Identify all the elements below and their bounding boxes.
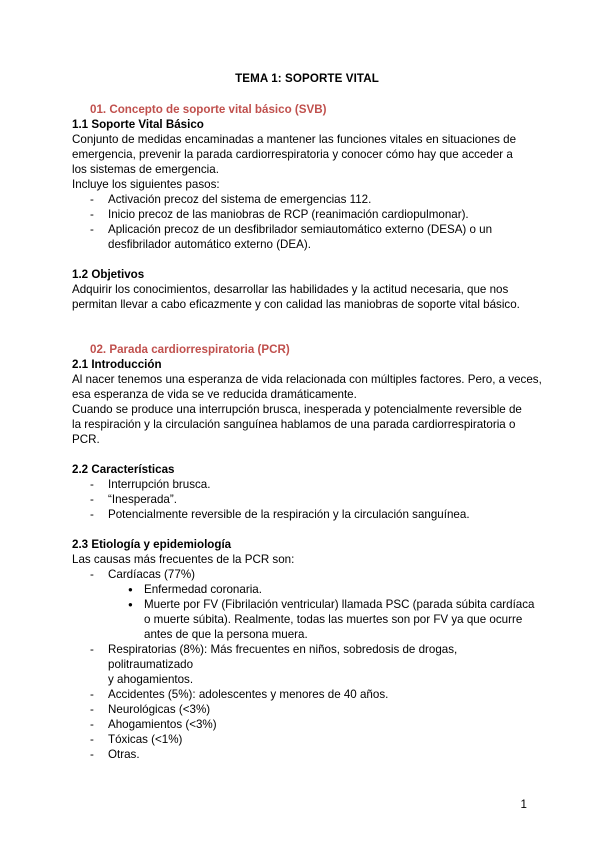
paragraph-line: los sistemas de emergencia. bbox=[72, 163, 219, 176]
paragraph-line: emergencia, prevenir la parada cardiorrespiratoria y conocer cómo hay que acceder a bbox=[72, 148, 513, 161]
paragraph-line: Cuando se produce una interrupción brusca, inesperada y potencialmente reversible de bbox=[72, 403, 522, 416]
subsection-title-2-1: 2.1 Introducción bbox=[72, 358, 162, 371]
list-item: - Respiratorias (8%): Más frecuentes en niños, sobredosis de drogas, politraumatizado y ahogamientos. bbox=[72, 642, 542, 687]
causes-list bbox=[72, 567, 542, 762]
subsection-title-1-2: 1.2 Objetivos bbox=[72, 268, 145, 281]
list-item: - Accidentes (5%): adolescentes y menores de 40 años. bbox=[72, 687, 542, 702]
section-heading-pcr: 02. Parada cardiorrespiratoria (PCR) bbox=[90, 343, 290, 356]
sublist-item: ● Muerte por FV (Fibrilación ventricular) llamada PSC (parada súbita cardíaca o muerte súbita). Realmente, todas las muertes son por FV ya que ocurre antes de que la persona muera. bbox=[108, 597, 542, 642]
list-item: - Otras. bbox=[72, 747, 542, 762]
paragraph-line: Adquirir los conocimientos, desarrollar las habilidades y la actitud necesaria, que nos bbox=[72, 283, 509, 296]
subsection-title-2-2: 2.2 Características bbox=[72, 463, 175, 476]
paragraph-line: la respiración y la circulación sanguínea hablamos de una parada cardiorrespiratoria o bbox=[72, 418, 516, 431]
svb-steps-list bbox=[72, 192, 542, 252]
subsection-title-2-3: 2.3 Etiología y epidemiología bbox=[72, 538, 232, 551]
section-heading-svb: 01. Concepto de soporte vital básico (SVB) bbox=[90, 103, 327, 116]
paragraph-line: esa esperanza de vida se ve reducida dramáticamente. bbox=[72, 388, 357, 401]
paragraph-line: Las causas más frecuentes de la PCR son: bbox=[72, 553, 295, 566]
list-item: - Cardíacas (77%) ● Enfermedad coronaria. ● Muerte por FV (Fibrilación ventricular) llamada PSC (parada súbita cardíaca o muerte súbita). Realmente, todas las muertes son por FV ya que ocurre antes de que la persona muera. bbox=[72, 567, 542, 642]
subsection-title-1-1: 1.1 Soporte Vital Básico bbox=[72, 118, 204, 131]
list-item: - Activación precoz del sistema de emergencias 112. bbox=[72, 192, 542, 207]
list-item: - “Inesperada”. bbox=[72, 492, 542, 507]
document-title: TEMA 1: SOPORTE VITAL bbox=[235, 72, 379, 85]
list-item: - Neurológicas (<3%) bbox=[72, 702, 542, 717]
sublist-item: ● Enfermedad coronaria. bbox=[108, 582, 542, 597]
paragraph-line: Conjunto de medidas encaminadas a mantener las funciones vitales en situaciones de bbox=[72, 133, 517, 146]
cardiac-causes-sublist bbox=[108, 582, 542, 642]
paragraph-line: permitan llevar a cabo eficazmente y con calidad las maniobras de soporte vital básico. bbox=[72, 298, 520, 311]
paragraph-line: Al nacer tenemos una esperanza de vida relacionada con múltiples factores. Pero, a veces, bbox=[72, 373, 542, 386]
document-page bbox=[72, 71, 542, 762]
page-number: 1 bbox=[520, 798, 527, 811]
paragraph-line: PCR. bbox=[72, 433, 100, 446]
characteristics-list bbox=[72, 477, 542, 522]
list-item: - Aplicación precoz de un desfibrilador semiautomático externo (DESA) o un desfibrilador automático externo (DEA). bbox=[72, 222, 542, 252]
list-item: - Potencialmente reversible de la respiración y la circulación sanguínea. bbox=[72, 507, 542, 522]
list-item: - Tóxicas (<1%) bbox=[72, 732, 542, 747]
list-item: - Inicio precoz de las maniobras de RCP (reanimación cardiopulmonar). bbox=[72, 207, 542, 222]
list-item: - Interrupción brusca. bbox=[72, 477, 542, 492]
paragraph-line: Incluye los siguientes pasos: bbox=[72, 178, 220, 191]
list-item: - Ahogamientos (<3%) bbox=[72, 717, 542, 732]
